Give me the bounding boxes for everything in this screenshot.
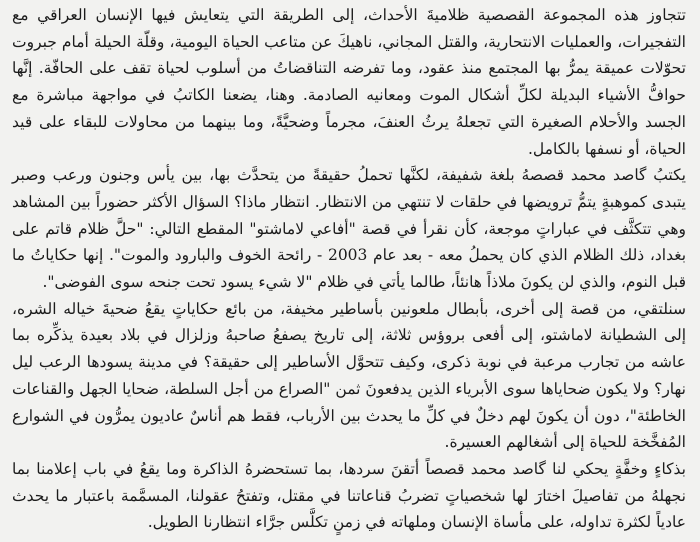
paragraph: بذكاءٍ وخفَّةٍ يحكي لنا گاصد محمد قصصاً أتقنَ سردها، بما تستحضرهُ الذاكرة وما يقعُ في باب إعلامنا بما نجهلهُ من تفاصيلَ اختارَ لها شخصياتٍ تضربُ قناعاتنا في مقتل، وتفتحُ عقولنا، المسمَّمة باعتبار ما يحدث عادياً لكثرة تداوله، على مأساة الإنسان وملهاته في زمنٍ تكلَّس جرَّاء انتظارنا الطويل. [12,459,686,532]
paragraph: سنلتقي، من قصة إلى أخرى، بأبطال ملعونين بأساطير مخيفة، من بائع حكاياتٍ يقعُ ضحيةَ خياله الشره، إلى الشطيانة لاماشتو، إلى أفعى بروؤس ثلاثة، إلى تاريخ يصفعُ صاحبهُ وزلزال في بلاد بعيدة يذكِّره بما عاشه من تجارب مرعبة في نوبة ذكرى، وكيف تتحوَّل الأساطير إلى حقيقة؟ في مدينة يسودها الرعب ليل نهار؟ ولا يكون ضحاياها سوى الأبرياء الذين يدفعونَ ثمن "الصراع من أجل السلطة، ضحايا الجهل والقناعات الخاطئة"، دون أن يكونَ لهم دخلٌ في كلِّ ما يحدث بين الأرباب، فقط هم أناسٌ عاديون يمرُّون في الشوارع المُفخَّخة للحياة إلى أشغالهم العسيرة. [12,299,686,452]
paragraph: يكتبُ گاصد محمد قصصهُ بلغة شفيفة، لكنَّها تحملُ حقيقةً من يتحدَّث بها، بين يأس وجنون ورعب وصبر يتبدى كموهبةٍ يتمُّ ترويضها في حلقات لا تنتهي من الانتظار. انتظار ماذا؟ السؤال الأكثر حضوراً بين المشاهد وهي تتكثَّف في عباراتٍ موجعة، كأن نقرأ في قصة "أفاعي لاماشتو" المقطع التالي: "حلَّ ظلام قاتم على بغداد، ذلك الظلام الذي كان يحملُ معه - بعد عام 2003 - رائحة الخوف والبارود والموت". إنها حكاياتُ ما قبل النوم، والذي لن يكونَ ملاذاً هانئاً، طالما يأتي في ظلام "لا شيء يسود تحت جنحه سوى الفوضى". [12,166,687,292]
paragraph: تتجاوز هذه المجموعة القصصية ظلاميةَ الأحداث، إلى الطريقة التي يتعايش فيها الإنسان العراقي مع التفجيرات، والعمليات الانتحارية، والقتل المجاني، ناهيكَ عن متاعب الحياة اليومية، وقلّة الحيلة أمام جبروت تحوّلات عميقة يمرُّ بها المجتمع منذ عقود، وما تفرضه التناقضاتُ من أسلوب لحياة تقف على الحافّة. إنَّها حوافُّ الأشياء البديلة لكلِّ أشكال الموت ومعانيه الصادمة. وهنا، يضعنا الكاتبُ في مواجهة مباشرة مع الجسد والأحلام الصغيرة التي تجعلهُ يرثُ العنفَ، مجرماً وضحيَّةً، وما بينهما من محاولات للبقاء على قيد الحياة، أو نسفها بالكامل. [12,6,686,158]
